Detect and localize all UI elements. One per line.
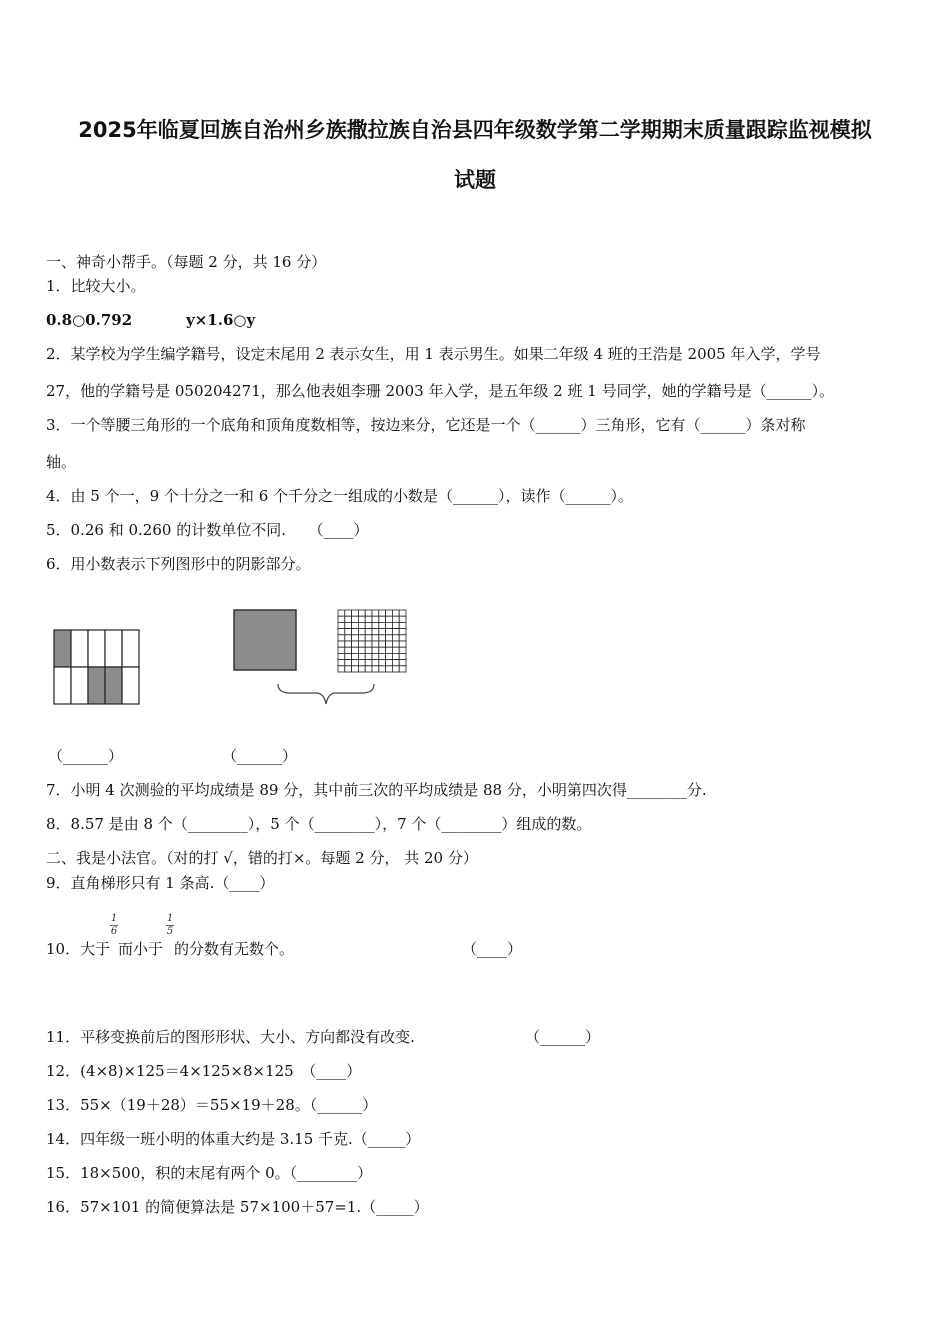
grid-cell xyxy=(399,647,406,653)
question-5: 5．0.26 和 0.260 的计数单位不同. （____） xyxy=(46,521,369,539)
question-3-line1: 3．一个等腰三角形的一个底角和顶角度数相等，按边来分，它还是一个（______）三角形，它有（______）条对称 xyxy=(46,416,806,434)
grid-cell xyxy=(386,622,393,628)
question-1: 1．比较大小。 xyxy=(46,277,146,295)
grid-cell xyxy=(379,629,386,635)
grid-cell xyxy=(386,666,393,672)
question-16: 16．57×101 的简便算法是 57×100＋57=1.（_____） xyxy=(46,1198,429,1216)
grid-cell xyxy=(358,622,365,628)
grid-cell xyxy=(365,622,372,628)
grid-cell xyxy=(352,660,359,666)
grid-cell xyxy=(345,635,352,641)
question-2-line1: 2．某学校为学生编学籍号，设定末尾用 2 表示女生，用 1 表示男生。如果二年级 4 班的王浩是 2005 年入学，学号 xyxy=(46,345,821,363)
grid-cell xyxy=(345,653,352,659)
grid-cell xyxy=(392,641,399,647)
page-title-line1: 2025年临夏回族自治州乡族撒拉族自治县四年级数学第二学期期末质量跟踪监视模拟 xyxy=(78,118,872,142)
grid-cell xyxy=(358,647,365,653)
grid-cell xyxy=(392,622,399,628)
question-6-blank-left[interactable]: （______） xyxy=(48,747,124,765)
page-title-line2: 试题 xyxy=(454,168,496,192)
grid-cell xyxy=(365,629,372,635)
grid-cell xyxy=(399,641,406,647)
grid-cell xyxy=(372,616,379,622)
grid-cell xyxy=(386,653,393,659)
question-10-part1: 10．大于 xyxy=(46,940,111,958)
grid-cell xyxy=(392,647,399,653)
question-4: 4．由 5 个一，9 个十分之一和 6 个千分之一组成的小数是（______），读作（______）。 xyxy=(46,487,634,505)
question-3-line2: 轴。 xyxy=(46,453,77,471)
question-7: 7．小明 4 次测验的平均成绩是 89 分，其中前三次的平均成绩是 88 分，小明第四次得________分. xyxy=(46,781,707,799)
grid-cell xyxy=(399,622,406,628)
grid-cell xyxy=(379,647,386,653)
grid-cell xyxy=(358,610,365,616)
section-1-heading: 一、神奇小帮手。（每题 2 分，共 16 分） xyxy=(46,253,327,271)
figure-shaded-square xyxy=(233,609,299,673)
fraction-1-denominator: 6 xyxy=(110,926,118,937)
grid-cell xyxy=(379,610,386,616)
section-2-heading: 二、我是小法官。（对的打 √，错的打×。每题 2 分， 共 20 分） xyxy=(46,849,478,867)
grid-cell xyxy=(358,616,365,622)
grid-cell xyxy=(345,666,352,672)
grid-cell xyxy=(372,653,379,659)
question-1-part-a: 0.8○0.792 xyxy=(46,311,133,329)
grid-cell xyxy=(386,660,393,666)
grid-cell xyxy=(54,667,71,704)
grid-cell xyxy=(379,635,386,641)
grid-cell xyxy=(345,616,352,622)
grid-cell xyxy=(338,641,345,647)
grid-cell xyxy=(352,653,359,659)
question-2-line2: 27，他的学籍号是 050204271，那么他表姐李珊 2003 年入学，是五年级 2 班 1 号同学，她的学籍号是（______）。 xyxy=(46,382,835,400)
grid-cell xyxy=(379,616,386,622)
grid-cell xyxy=(365,647,372,653)
grid-cell xyxy=(392,610,399,616)
grid-cell xyxy=(379,653,386,659)
question-6: 6．用小数表示下列图形中的阴影部分。 xyxy=(46,555,311,573)
question-9: 9．直角梯形只有 1 条高.（____） xyxy=(46,874,275,892)
grid-cell xyxy=(358,641,365,647)
grid-cell xyxy=(338,666,345,672)
grid-cell xyxy=(345,660,352,666)
grid-cell xyxy=(338,660,345,666)
question-10-part2: 而小于 xyxy=(118,940,164,958)
question-6-blank-right[interactable]: （______） xyxy=(222,747,298,765)
grid-cell xyxy=(352,641,359,647)
grid-cell xyxy=(122,630,139,667)
grid-cell xyxy=(365,641,372,647)
question-8: 8．8.57 是由 8 个（________），5 个（________），7 个（________）组成的数。 xyxy=(46,815,592,833)
grid-cell xyxy=(358,653,365,659)
question-11: 11．平移变换前后的图形形状、大小、方向都没有改变. xyxy=(46,1028,415,1046)
figure-grid-10x10 xyxy=(336,608,408,674)
question-11-blank[interactable]: （______） xyxy=(525,1028,601,1046)
question-14: 14．四年级一班小明的体重大约是 3.15 千克.（_____） xyxy=(46,1130,421,1148)
grid-cell xyxy=(372,629,379,635)
grid-cell xyxy=(338,622,345,628)
grid-cell xyxy=(379,641,386,647)
grid-cell xyxy=(386,629,393,635)
question-10-blank[interactable]: （____） xyxy=(462,940,523,958)
grid-cell xyxy=(386,610,393,616)
grid-cell xyxy=(372,635,379,641)
question-13: 13．55×（19＋28）＝55×19＋28。（______） xyxy=(46,1096,378,1114)
fraction-2-numerator: 1 xyxy=(166,913,174,924)
grid-cell xyxy=(386,641,393,647)
figure-brace xyxy=(276,682,376,708)
grid-cell xyxy=(372,622,379,628)
grid-cell xyxy=(399,635,406,641)
grid-cell xyxy=(338,616,345,622)
grid-cell xyxy=(88,630,105,667)
grid-cell xyxy=(345,641,352,647)
fraction-2-denominator: 5 xyxy=(166,926,174,937)
grid-cell xyxy=(352,622,359,628)
grid-cell xyxy=(352,629,359,635)
grid-cell xyxy=(365,610,372,616)
grid-cell xyxy=(358,629,365,635)
grid-cell xyxy=(392,653,399,659)
grid-cell xyxy=(372,660,379,666)
grid-cell xyxy=(372,610,379,616)
grid-cell xyxy=(358,666,365,672)
grid-cell xyxy=(352,616,359,622)
grid-cell xyxy=(379,622,386,628)
grid-cell xyxy=(345,647,352,653)
grid-cell xyxy=(365,660,372,666)
grid-cell xyxy=(399,616,406,622)
grid-cell xyxy=(365,666,372,672)
grid-cell xyxy=(338,635,345,641)
grid-cell xyxy=(386,616,393,622)
grid-cell xyxy=(399,610,406,616)
grid-cell xyxy=(338,647,345,653)
grid-cell xyxy=(379,666,386,672)
grid-cell-shaded xyxy=(88,667,105,704)
question-10-part3: 的分数有无数个。 xyxy=(174,940,295,958)
grid-cell xyxy=(71,667,88,704)
grid-cell xyxy=(338,653,345,659)
grid-cell xyxy=(399,629,406,635)
grid-cell xyxy=(345,622,352,628)
grid-cell xyxy=(392,629,399,635)
question-1-part-b: y×1.6○y xyxy=(186,311,256,329)
grid-cell xyxy=(345,610,352,616)
grid-cell xyxy=(392,635,399,641)
grid-cell xyxy=(379,660,386,666)
grid-cell xyxy=(365,635,372,641)
grid-cell xyxy=(365,616,372,622)
grid-cell xyxy=(386,647,393,653)
figure-grid-5x2 xyxy=(52,628,142,708)
grid-cell xyxy=(392,616,399,622)
grid-cell xyxy=(352,647,359,653)
grid-cell xyxy=(352,635,359,641)
grid-cell xyxy=(372,647,379,653)
grid-cell-shaded xyxy=(105,667,122,704)
grid-cell xyxy=(352,610,359,616)
grid-cell xyxy=(399,653,406,659)
grid-cell xyxy=(71,630,88,667)
question-10-fraction-1 xyxy=(110,914,118,937)
grid-cell xyxy=(372,641,379,647)
question-10-fraction-2 xyxy=(166,914,174,937)
grid-cell xyxy=(392,660,399,666)
grid-cell xyxy=(399,666,406,672)
grid-cell xyxy=(352,666,359,672)
grid-cell xyxy=(345,629,352,635)
grid-cell xyxy=(358,660,365,666)
grid-cell xyxy=(358,635,365,641)
question-15: 15．18×500，积的末尾有两个 0。（________） xyxy=(46,1164,373,1182)
grid-cell xyxy=(105,630,122,667)
grid-cell xyxy=(392,666,399,672)
grid-cell xyxy=(365,653,372,659)
grid-cell xyxy=(372,666,379,672)
grid-cell-shaded xyxy=(54,630,71,667)
question-12: 12．(4×8)×125＝4×125×8×125 （____） xyxy=(46,1062,362,1080)
grid-cell xyxy=(399,660,406,666)
fraction-1-numerator: 1 xyxy=(110,913,118,924)
grid-cell xyxy=(122,667,139,704)
grid-cell xyxy=(338,610,345,616)
grid-cell xyxy=(338,629,345,635)
grid-cell xyxy=(386,635,393,641)
